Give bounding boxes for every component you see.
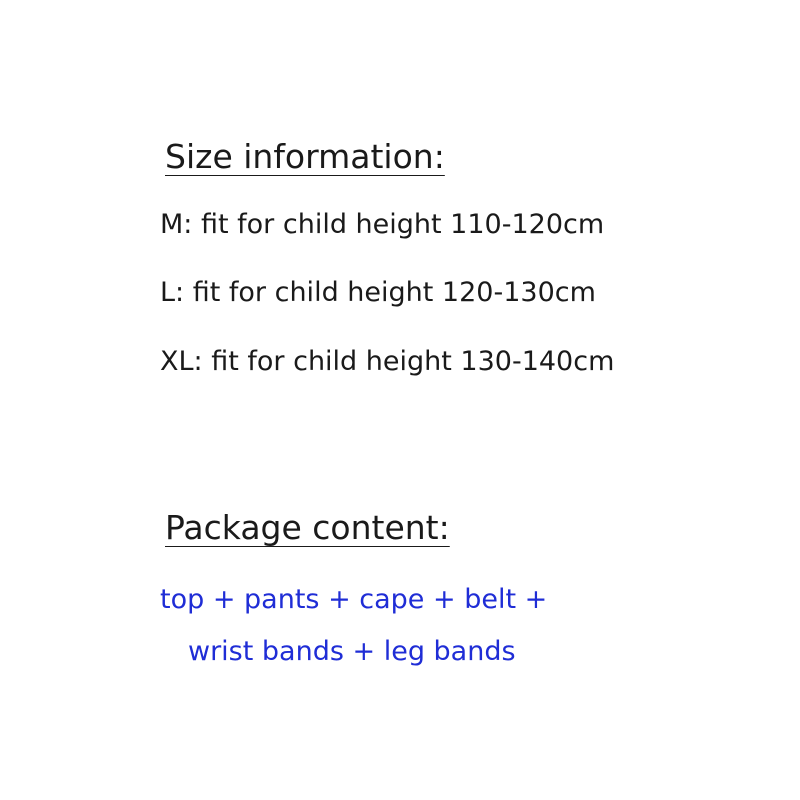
size-line-m: M: fit for child height 110-120cm: [160, 209, 605, 240]
package-content-line-2: wrist bands + leg bands: [188, 636, 516, 667]
size-information-heading: Size information:: [165, 137, 445, 176]
size-line-xl: XL: fit for child height 130-140cm: [160, 346, 615, 377]
size-line-l: L: fit for child height 120-130cm: [160, 277, 596, 308]
package-content-line-1: top + pants + cape + belt +: [160, 584, 548, 615]
package-content-heading: Package content:: [165, 508, 450, 547]
